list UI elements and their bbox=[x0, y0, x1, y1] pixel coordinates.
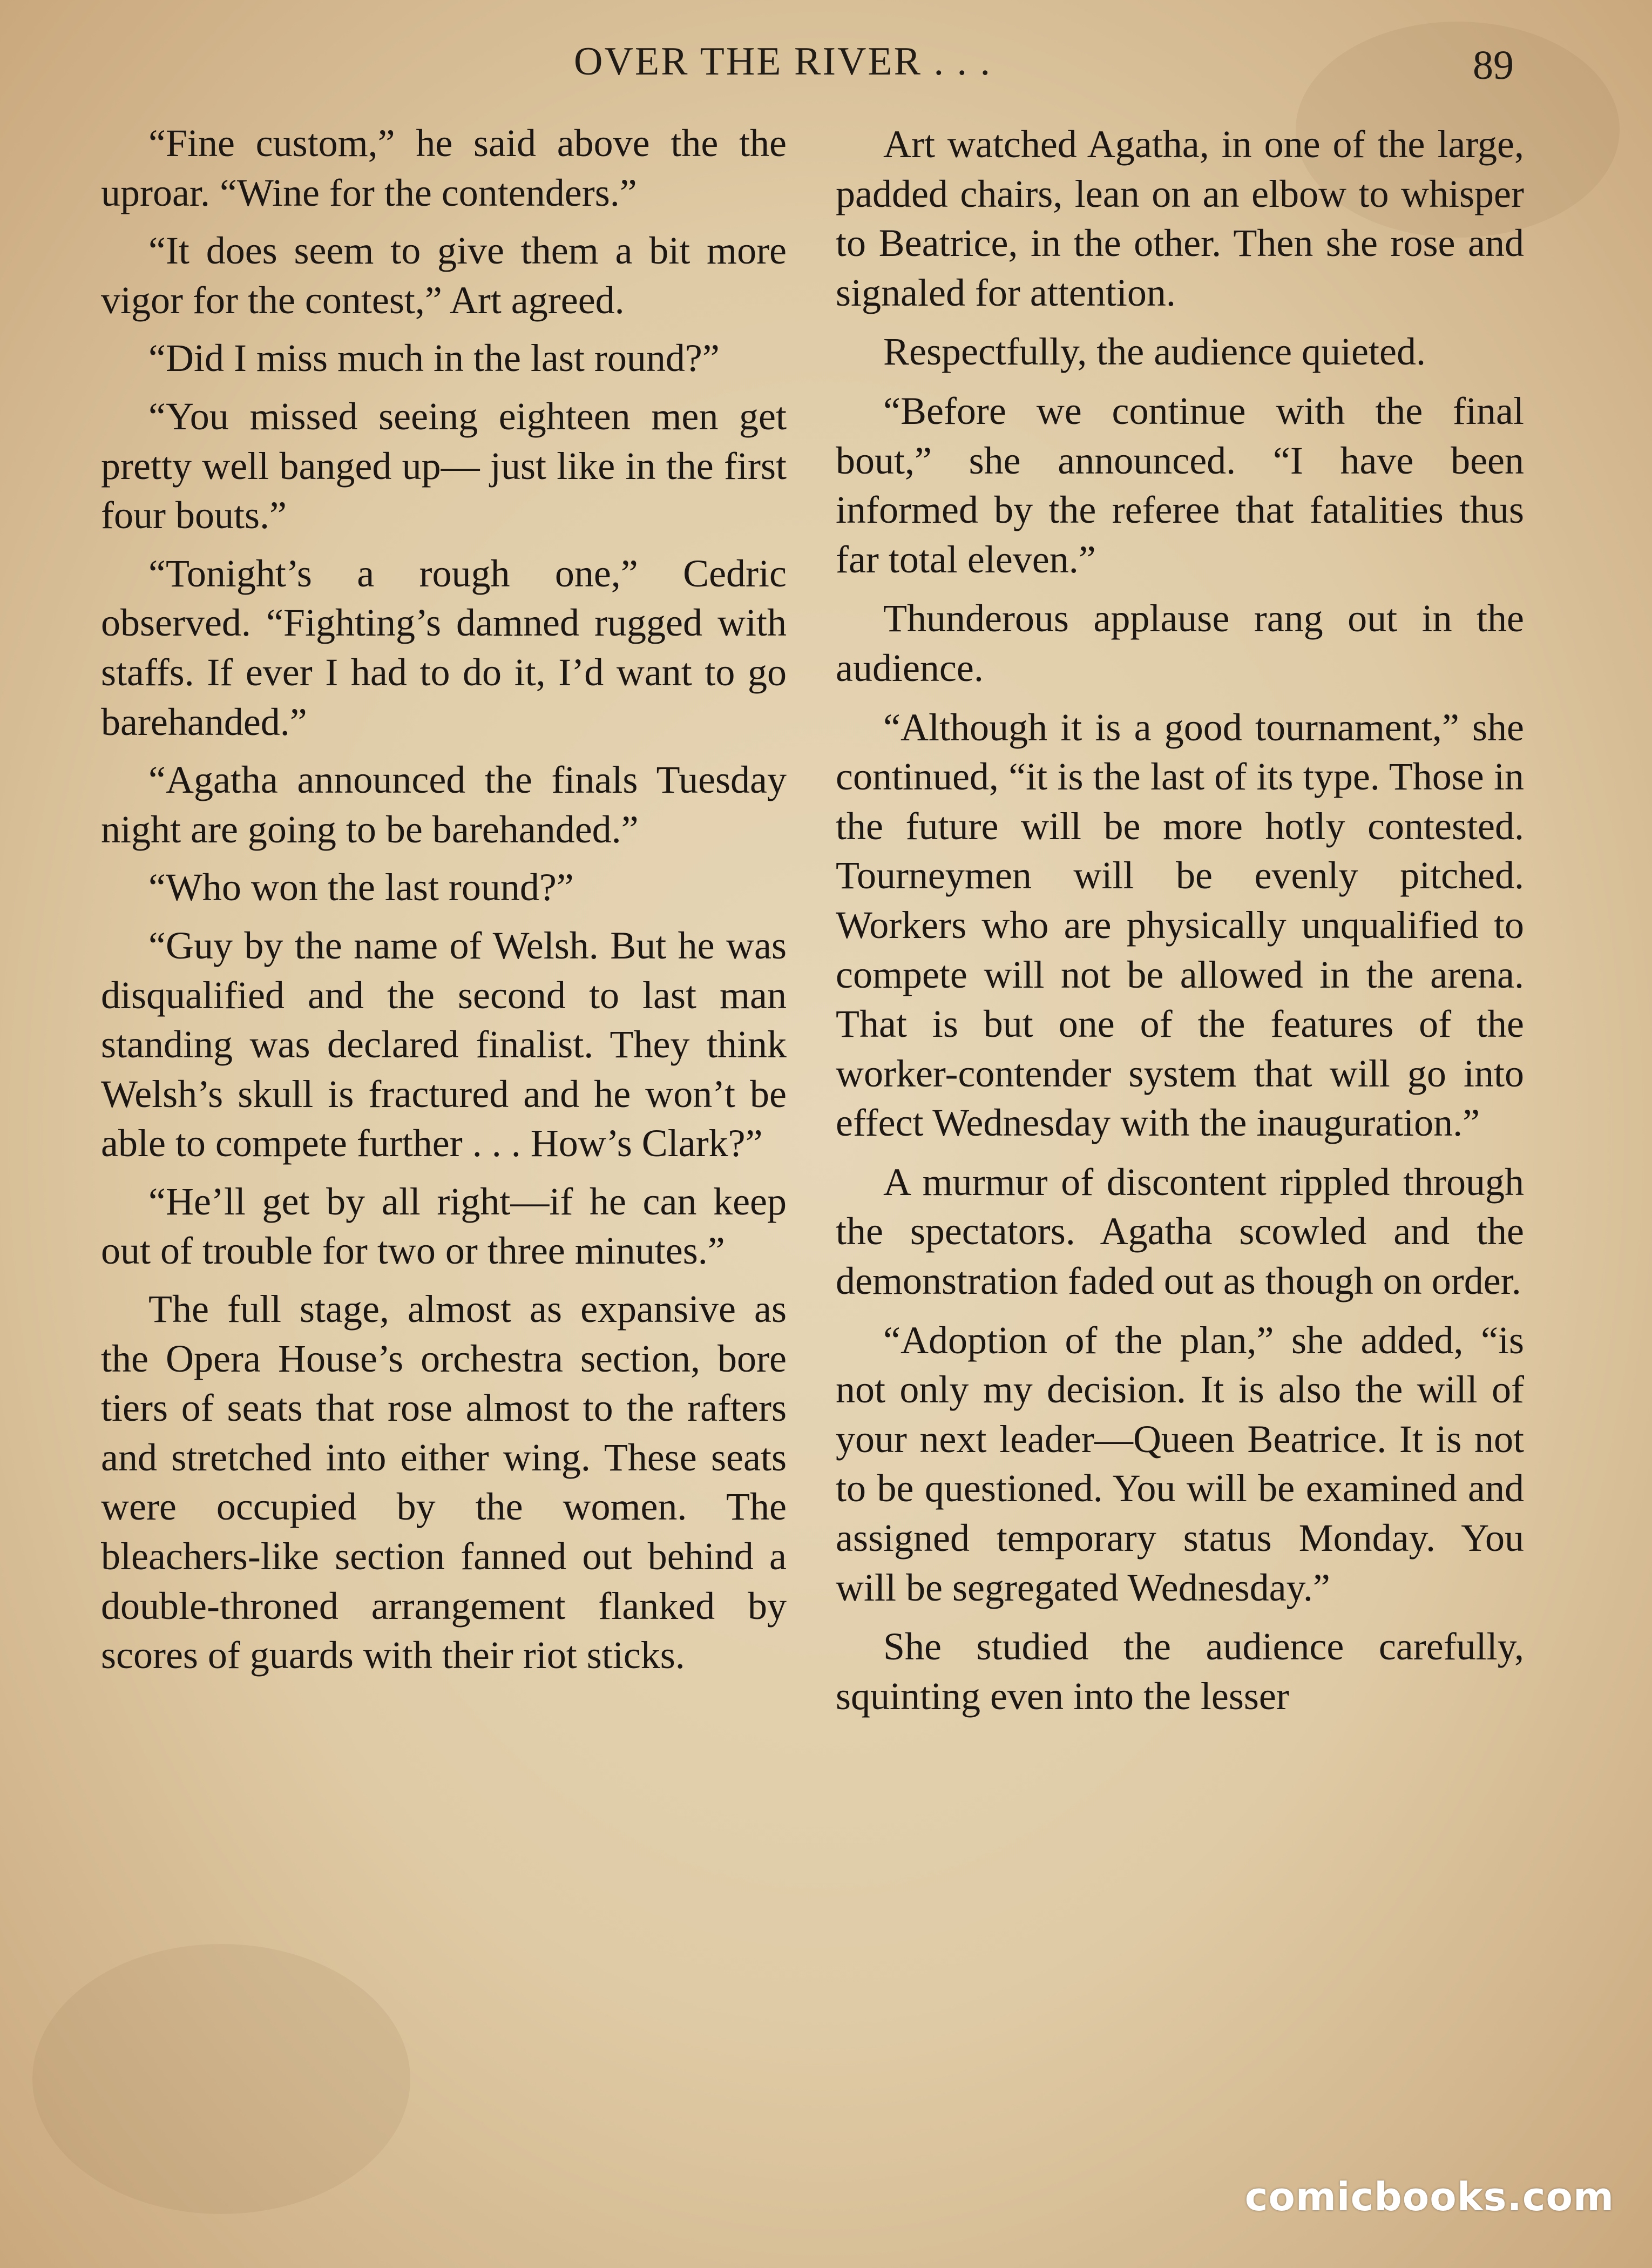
paragraph: Respectfully, the audience quieted. bbox=[883, 330, 1426, 374]
paragraph: “Adoption of the plan,” she added, “is not only my decision. It is also the will of your next leader—Queen Beatrice. It is not to be questioned. You will be examined and assigned temporary status Monday. You will be segregated Wednesday.” bbox=[836, 1318, 1524, 1609]
paper-stain bbox=[32, 1944, 410, 2214]
paragraph: “You missed seeing eighteen men get pretty well banged up— just like in the first four bouts.” bbox=[101, 394, 787, 537]
paragraph: “Did I miss much in the last round?” bbox=[148, 336, 720, 380]
paragraph: “Fine custom,” he said above the the uproar. “Wine for the contenders.” bbox=[101, 122, 787, 214]
paragraph: “It does seem to give them a bit more vigor for the contest,” Art agreed. bbox=[101, 229, 787, 322]
paragraph: The full stage, almost as expansive as the Opera House’s orchestra section, bore tiers of seats that rose almost to the rafters and stretched into either wing. These seats were occupied by the women. The bleachers-like section fanned out behind a double-throned arrangement flanked by scores of guards with their riot sticks. bbox=[101, 1287, 787, 1677]
paragraph: “He’ll get by all right—if he can keep out of trouble for two or three minutes.” bbox=[101, 1179, 787, 1273]
paragraph: A murmur of discontent rippled through the spectators. Agatha scowled and the demonstration faded out as though on order. bbox=[836, 1160, 1524, 1303]
paragraph: “Before we continue with the final bout,” she announced. “I have been informed by the referee that fatalities thus far total eleven.” bbox=[836, 389, 1524, 581]
paragraph: Thunderous applause rang out in the audience. bbox=[836, 597, 1524, 690]
paragraph: “Although it is a good tournament,” she continued, “it is the last of its type. Those in the future will be more hotly contested. Tourneymen will be evenly pitched. Workers who are physically unqualified to compete will not be allowed in the arena. That is but one of the features of the worker-contender system that will go into effect Wednesday with the inauguration.” bbox=[836, 705, 1524, 1145]
right-column bbox=[836, 120, 1524, 1731]
site-watermark: comicbooks.com bbox=[1244, 2174, 1614, 2219]
paragraph: She studied the audience carefully, squinting even into the lesser bbox=[836, 1625, 1524, 1718]
left-column bbox=[101, 119, 787, 1689]
paragraph: “Guy by the name of Welsh. But he was disqualified and the second to last man standing was declared finalist. They think Welsh’s skull is fractured and he won’t be able to compete further . . . How’s Clark?” bbox=[101, 923, 787, 1165]
running-title: OVER THE RIVER . . . bbox=[574, 39, 992, 84]
paragraph: “Tonight’s a rough one,” Cedric observed. “Fighting’s damned rugged with staffs. If ever I had to do it, I’d want to go barehanded.” bbox=[101, 551, 787, 744]
paragraph: Art watched Agatha, in one of the large, padded chairs, lean on an elbow to whisper to Beatrice, in the other. Then she rose and signaled for attention. bbox=[836, 123, 1524, 314]
paragraph: “Agatha announced the finals Tuesday night are going to be barehanded.” bbox=[101, 758, 787, 851]
paragraph: “Who won the last round?” bbox=[148, 866, 574, 909]
page-number: 89 bbox=[1473, 43, 1514, 88]
